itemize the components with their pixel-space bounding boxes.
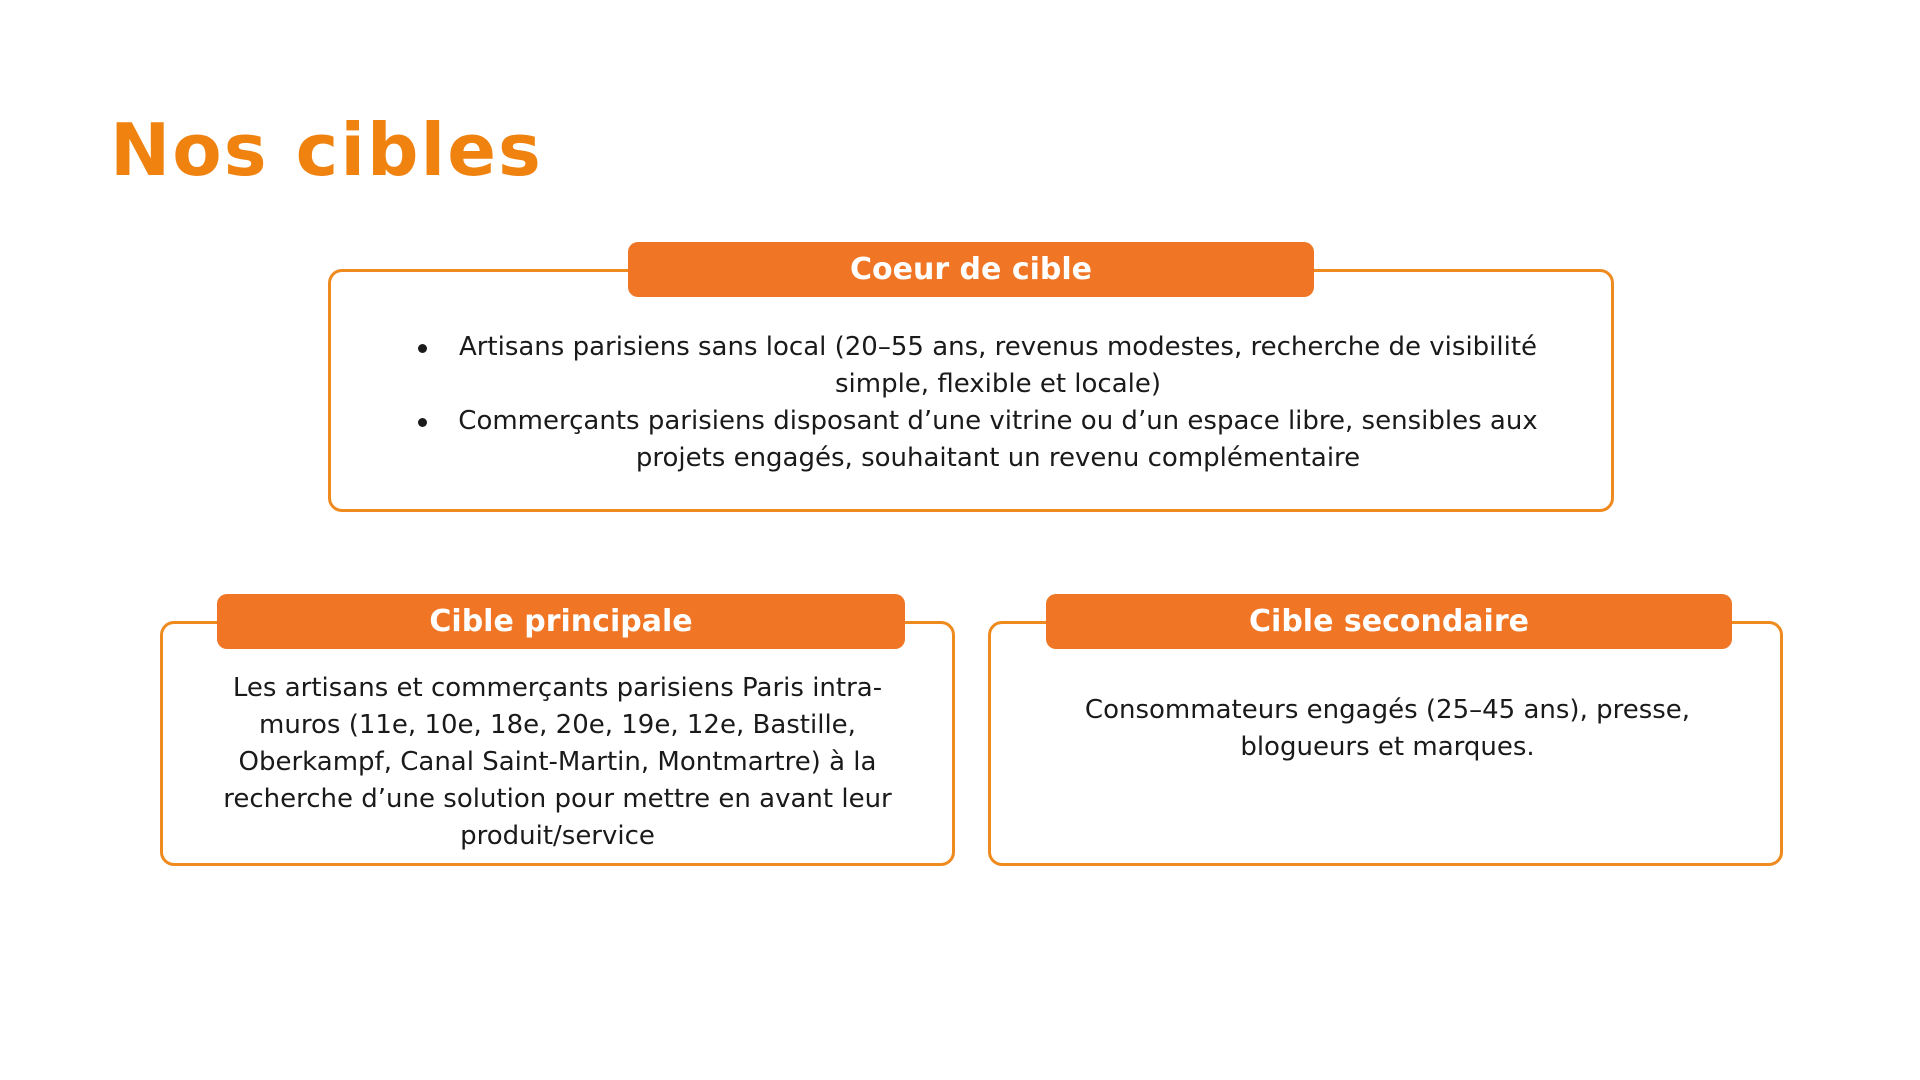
coeur-de-cible-text	[418, 329, 1538, 477]
bullet-icon	[418, 418, 427, 427]
cible-secondaire-label: Cible secondaire	[1046, 594, 1732, 649]
cible-principale-label: Cible principale	[217, 594, 905, 649]
bullet-icon	[418, 344, 427, 353]
list-item	[418, 403, 1538, 477]
list-item-text: Commerçants parisiens disposant d’une vitrine ou d’un espace libre, sensibles aux projets engagés, souhaitant un revenu complémentaire	[458, 406, 1538, 473]
page-title: Nos cibles	[110, 108, 543, 192]
list-item	[418, 329, 1538, 403]
coeur-bullet-list	[418, 329, 1538, 477]
cible-secondaire-text: Consommateurs engagés (25–45 ans), presse, blogueurs et marques.	[1084, 695, 1691, 762]
cible-principale-text: Les artisans et commerçants parisiens Paris intra-muros (11e, 10e, 18e, 20e, 19e, 12e, Bastille, Oberkampf, Canal Saint-Martin, Montmartre) à la recherche d’une solution pour mettre en avant leur produit/service	[223, 673, 892, 851]
list-item-text: Artisans parisiens sans local (20–55 ans, revenus modestes, recherche de visibilité simple, flexible et locale)	[458, 332, 1538, 399]
coeur-de-cible-label: Coeur de cible	[628, 242, 1314, 297]
